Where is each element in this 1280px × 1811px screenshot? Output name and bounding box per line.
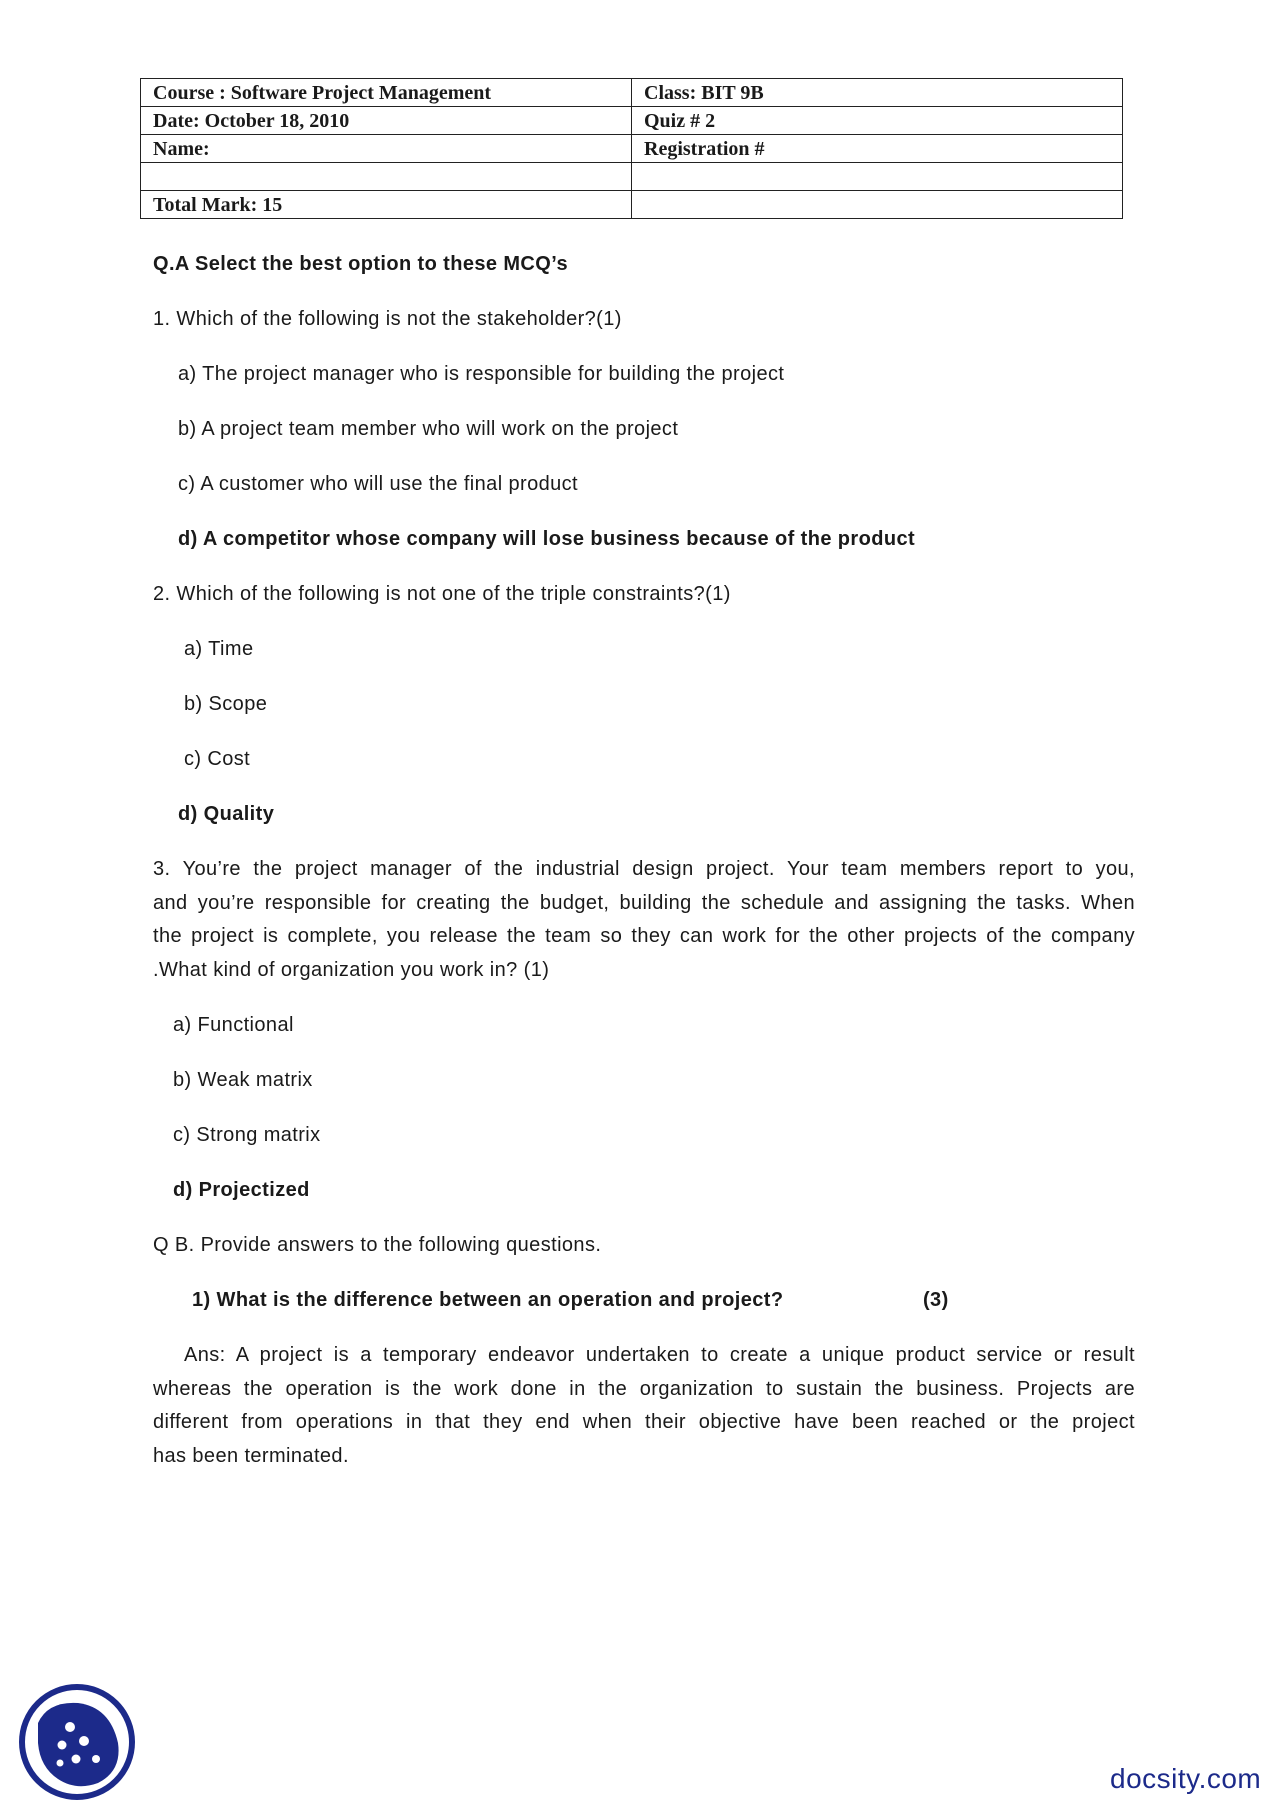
question-3-line: the project is complete, you release the team so they can work for the other projects of the company bbox=[153, 925, 1135, 947]
answer-line: has been terminated. bbox=[153, 1444, 349, 1467]
section-b-question-1: 1) What is the difference between an operation and project? bbox=[192, 1289, 784, 1311]
answer-paragraph bbox=[153, 1339, 1135, 1473]
docsity-logo-icon bbox=[18, 1683, 136, 1801]
answer-line: different from operations in that they end when their objective have been reached or the project bbox=[153, 1411, 1135, 1433]
name-cell: Name: bbox=[141, 135, 632, 163]
q2-option-b: b) Scope bbox=[184, 693, 268, 715]
q1-option-c: c) A customer who will use the final product bbox=[178, 473, 579, 495]
docsity-brand[interactable]: docsity.com bbox=[1110, 1763, 1262, 1794]
q2-option-d: d) Quality bbox=[178, 803, 275, 825]
quiz-cell: Quiz # 2 bbox=[632, 107, 1123, 135]
total-mark-cell: Total Mark: 15 bbox=[141, 191, 632, 219]
q3-option-d: d) Projectized bbox=[173, 1179, 310, 1201]
q3-option-a: a) Functional bbox=[173, 1014, 294, 1036]
answer-line: Ans: A project is a temporary endeavor undertaken to create a unique product service or result bbox=[184, 1344, 1135, 1366]
section-b-question-1-marks: (3) bbox=[923, 1289, 949, 1311]
question-3 bbox=[153, 853, 1135, 987]
q1-option-d: d) A competitor whose company will lose business because of the product bbox=[178, 528, 916, 550]
q1-option-b: b) A project team member who will work on the project bbox=[178, 418, 679, 440]
header-table bbox=[140, 78, 1123, 219]
course-cell: Course : Software Project Management bbox=[141, 79, 632, 107]
answer-line: whereas the operation is the work done in the organization to sustain the business. Projects are bbox=[153, 1377, 1135, 1400]
class-cell: Class: BIT 9B bbox=[632, 79, 1123, 107]
section-b-title: Q B. Provide answers to the following questions. bbox=[153, 1234, 602, 1256]
question-3-line: .What kind of organization you work in? (1) bbox=[153, 958, 550, 981]
date-cell: Date: October 18, 2010 bbox=[141, 107, 632, 135]
empty-cell bbox=[141, 163, 632, 191]
q1-option-a: a) The project manager who is responsible for building the project bbox=[178, 363, 785, 385]
question-3-line: and you’re responsible for creating the budget, building the schedule and assigning the tasks. When bbox=[153, 891, 1135, 914]
question-2: 2. Which of the following is not one of the triple constraints?(1) bbox=[153, 583, 731, 605]
registration-cell: Registration # bbox=[632, 135, 1123, 163]
empty-cell bbox=[632, 163, 1123, 191]
section-a-title: Q.A Select the best option to these MCQ’s bbox=[153, 253, 568, 275]
q2-option-a: a) Time bbox=[184, 638, 254, 660]
q2-option-c: c) Cost bbox=[184, 748, 251, 770]
question-1: 1. Which of the following is not the stakeholder?(1) bbox=[153, 308, 622, 330]
question-3-line: 3. You’re the project manager of the industrial design project. Your team members report to you, bbox=[153, 858, 1135, 880]
q3-option-c: c) Strong matrix bbox=[173, 1124, 321, 1146]
q3-option-b: b) Weak matrix bbox=[173, 1069, 313, 1091]
empty-cell bbox=[632, 191, 1123, 219]
